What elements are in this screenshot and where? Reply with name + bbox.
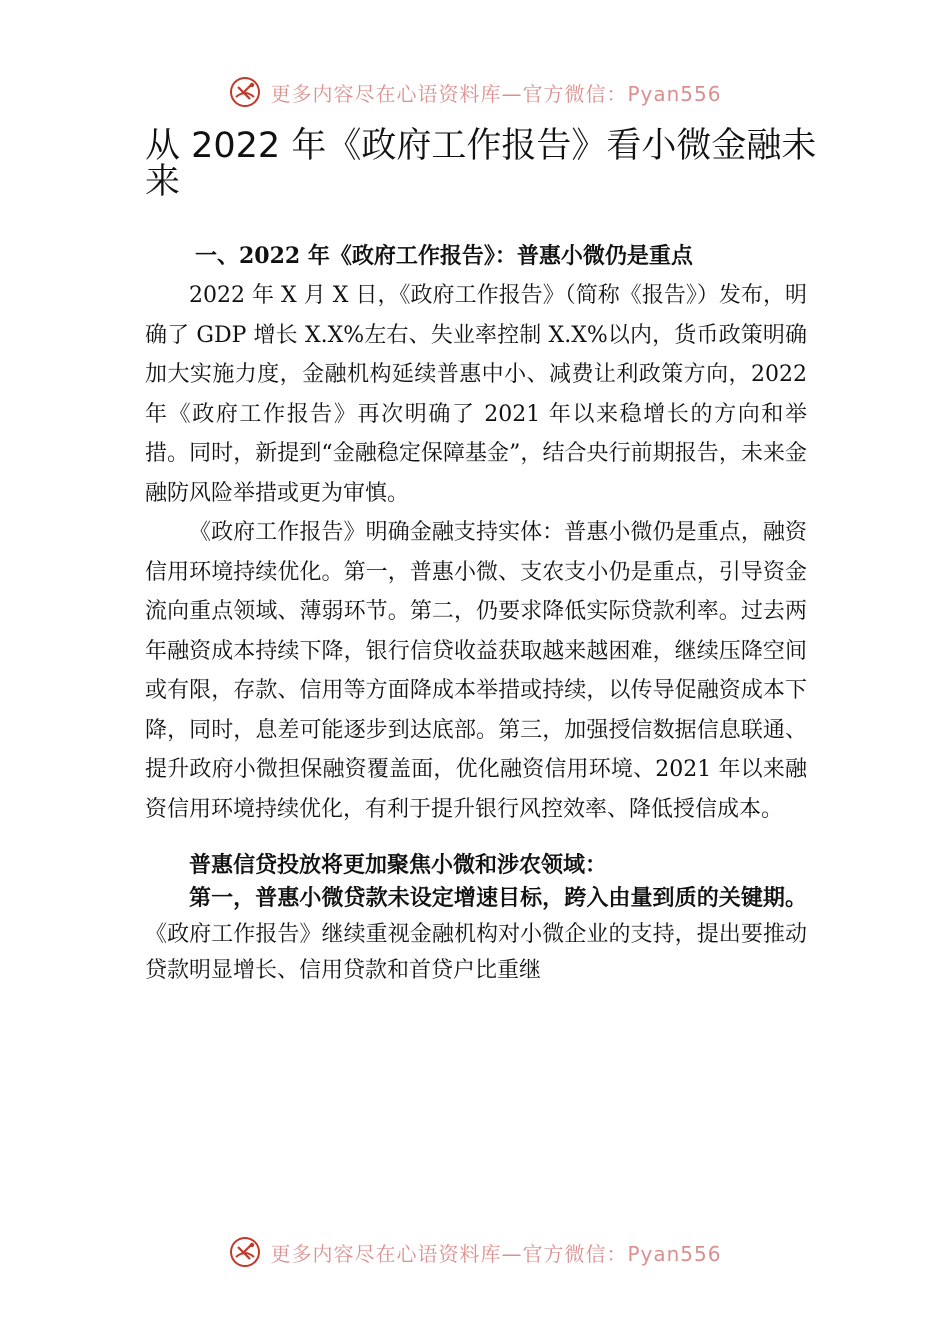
paragraph-2: 《政府工作报告》明确金融支持实体：普惠小微仍是重点，融资信用环境持续优化。第一，普惠小微、支农支小仍是重点，引导资金流向重点领域、薄弱环节。第二，仍要求降低实际贷款利率。过去两年融资成本持续下降，银行信贷收益获取越来越困难，继续压降空间或有限，存款、信用等方面降成本举措或持续，以传导促融资成本下降，同时，息差可能逐步到达底部。第三，加强授信数据信息联通、提升政府小微担保融资覆盖面，优化融资信用环境、2021 年以来融资信用环境持续优化，有利于提升银行风控效率、降低授信成本。 (145, 520, 807, 822)
page-title: 从 2022 年《政府工作报告》看小微金融未来 (145, 126, 817, 202)
paragraph-3 (145, 881, 807, 989)
paragraph-3-text: 《政府工作报告》继续重视金融机构对小微企业的支持，提出要推动贷款明显增长、信用贷款和首贷户比重继 (145, 922, 807, 983)
bold-subheading: 普惠信贷投放将更加聚焦小微和涉农领域： (189, 853, 608, 878)
book-logo-icon (228, 75, 262, 109)
paragraph-1: 2022 年 X 月 X 日，《政府工作报告》（简称《报告》）发布，明确了 GDP 增长 X.X%左右、失业率控制 X.X%以内，货币政策明确加大实施力度，金融机构延续普惠中小、减费让利政策方向，2022 年《政府工作报告》再次明确了 2021 年以来稳增长的方向和举措。同时，新提到“金融稳定保障基金”，结合央行前期报告，未来金融防风险举措或更为审慎。 (145, 283, 807, 506)
book-logo-icon (228, 1235, 262, 1269)
document-body (145, 236, 807, 989)
watermark-header (0, 72, 950, 112)
watermark-text: 更多内容尽在心语资料库—官方微信：Pyan556 (270, 81, 722, 106)
section-heading: 一、2022 年《政府工作报告》：普惠小微仍是重点 (195, 243, 693, 269)
watermark-footer (0, 1232, 950, 1272)
paragraph-3-bold-lead: 第一，普惠小微贷款未设定增速目标，跨入由量到质的关键期。 (189, 886, 807, 911)
watermark-text: 更多内容尽在心语资料库—官方微信：Pyan556 (270, 1241, 722, 1266)
